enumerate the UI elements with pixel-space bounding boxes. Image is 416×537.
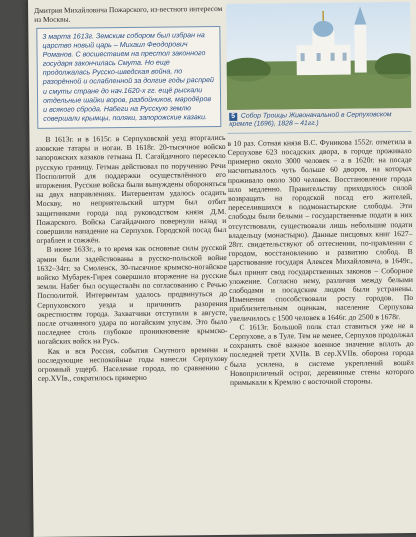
cathedral-photo: [226, 2, 411, 110]
left-column: [34, 4, 228, 383]
cathedral-illustration: [226, 2, 411, 110]
paragraph: В июне 1633г., в то время как основные силы русской армии были задействованы в русско-польской войне 1632–34гг. за Смоленск, 30-тысячное крымско-ногайское войско Мубарек-Гирея совершило вторжение на русские земли. Набег был осуществлён по согласованию с Речью Посполитой. Интервентам удалось продвинуться до Серпуховского уезда и причинить разорения окрестностям города. Захватчики отступили в августе, после отчаянного удара по ногайским улусам. Это было последнее столь глубокое проникновение крымско-ногайских войск на Русь.: [36, 243, 228, 347]
left-body-text: [35, 133, 228, 383]
right-body-text: [227, 137, 414, 387]
figure-number: 5: [229, 113, 237, 121]
historical-note-box: 3 марта 1613г. Земским собором был избран на царство новый царь – Михаил Феодорович Романов. С восшествием на престол законного государя закончилась Смута. Но еще продолжалась Русско-шведская война, по разорённой и ослабленной за долгие годы распрей и смуты стране до нач.1620-х гг. ещё рыскали отдельные шайки воров, разбойников, мародёров и всякого сброда. Набеги на Русскую землю совершали крымцы, поляки, запорожские казаки.: [36, 26, 221, 129]
photo-caption: [227, 108, 411, 134]
paragraph: в 10 раз. Сотная князя В.С. Фуникова 1552г. отметила в Серпухове 623 посадских двора, в городе проживало примерно около 3000 человек – а в 1620г. на посаде насчитывалось чуть больше 60 дворов, на которых проживало около 300 человек. Восстановление города шло медленно. Правительству приходилось силой возвращать на городской посад его жителей, переселившихся в подмонастырские слободы. Эти слободы были белыми – государственные подати в них отсутствовали, существовали лишь небольшие подати владельцу (монастырю). Данные писцовых книг 1627–28гг. свидетельствуют об оттеснении, по-правлении с городом, восстановлению и развитию слобод. В царствование государя Алексея Михайловича, в 1649г., был принят свод государственных законов – Соборное уложение. Согласно нему, различия между белыми слободами и посадским людом были устранены. Изменения способствовали росту городов. По приблизительным оценкам, население Серпухова увеличилось с 1500 человек в 1646г. до 2500 в 1678г.: [227, 136, 414, 323]
book-page: [28, 0, 416, 537]
paragraph: Как и вся Россия, события Смутного времени и последующие неспокойные годы нанесли Серпухову огромный ущерб. Население города, по сравнению с сер.XVIв., сократилось примерно: [37, 344, 228, 384]
intro-text: Дмитрия Михайловича Пожарского, из-вестного интересом из Москвы.: [34, 3, 223, 24]
paragraph: В 1613г. и в 1615г. в Серпуховской уезд вторгались азовские татары и ногаи. В 1618г. 20-тысячное войско запорожских казаков гетмана П. Сагайдачного пересекло русскую границу. Гетман действовал по поручению Речи Посполитой для поддержки осуществлённого его вторжения. Русские войска были вынуждены обороняться на двух направлениях. Интервентам удалось осадить Москву, но неприятельский штурм был отбит защитниками города под руководством князя Д.М. Пожарского. Войска Сагайдачного повернули назад и совершили нападение на Серпухов. Городской посад был ограблен и сожжён.: [35, 132, 227, 246]
right-column: [226, 2, 414, 387]
paragraph: С 1613г. Большой полк стал ставиться уже не в Серпухове, а в Туле. Тем не менее, Серпухов продолжал сохранять своё важное военное значение вплоть до последней трети XVIIв. В сер.XVIIв. оборона города была усилена, в системе укреплений вошёл Новоприличный острог, деревянные стены которого примыкали к Кремлю с восточной стороны.: [229, 320, 414, 387]
caption-text: Собор Троицы Живоначальной в Серпуховском кремле (1696), 1828 – 41гг.): [229, 111, 392, 129]
